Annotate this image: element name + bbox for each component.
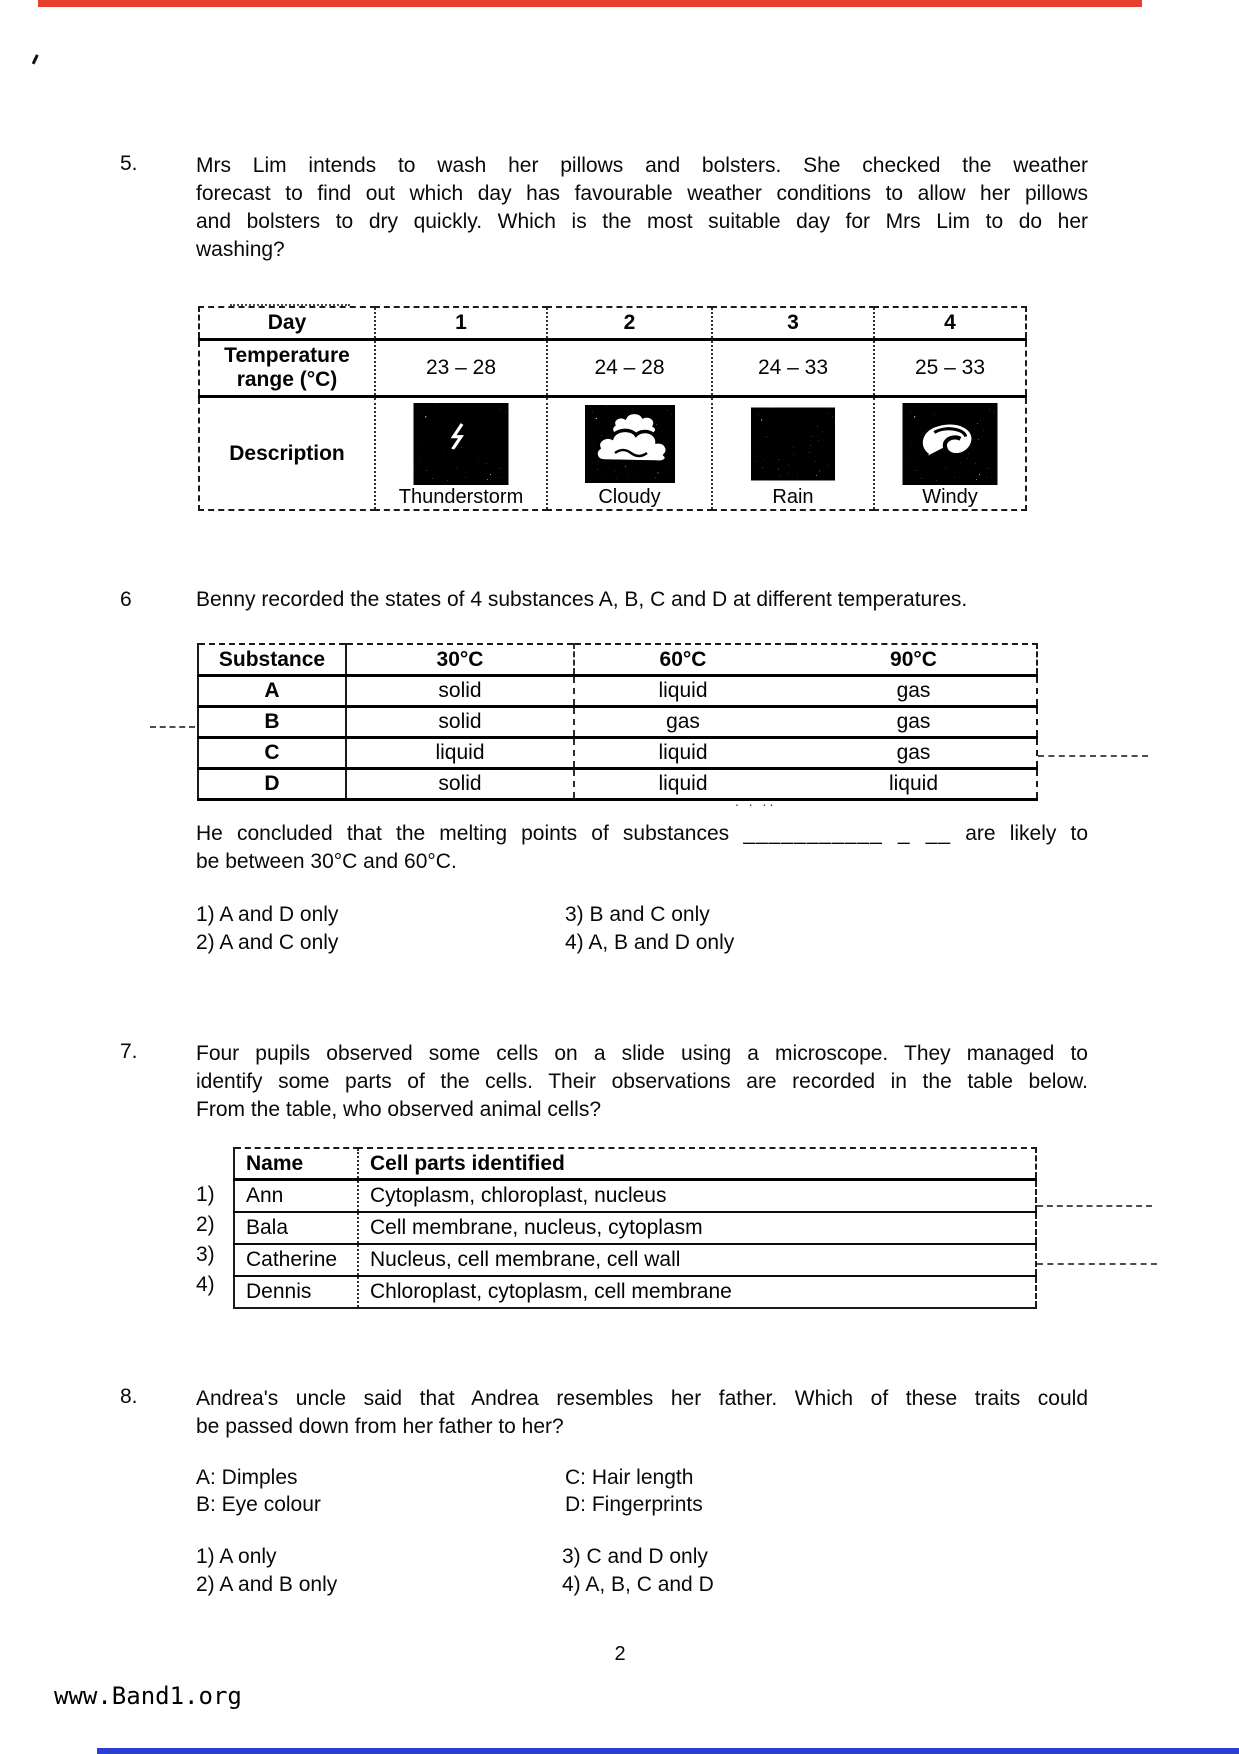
q6-conclusion: He concluded that the melting points of substances ___________ _ __ are likely to be between 30°C and 60°C.: [196, 822, 1089, 873]
weather-label: Rain: [772, 486, 814, 508]
q8-option-1: 1) A only: [196, 1545, 277, 1568]
footer-url: www.Band1.org: [54, 1682, 242, 1710]
q5-text: Mrs Lim intends to wash her pillows and bolsters. She checked the weather forecast to find out which day has favourable weather conditions to allow her pillows and bolsters to dry quickly. Which is the most suitable day for Mrs Lim to do her washing?: [196, 154, 1088, 261]
thunderstorm-icon: [413, 403, 509, 485]
temp-range-2: 24 – 28: [547, 340, 712, 397]
weather-cell: [874, 397, 1026, 511]
cell-observations-table: [233, 1147, 1037, 1309]
q8-trait-c: C: Hair length: [565, 1466, 694, 1489]
q8-option-3: 3) C and D only: [562, 1545, 708, 1568]
table-row: D solid liquid liquid: [198, 769, 1037, 800]
q8-trait-d: D: Fingerprints: [565, 1493, 703, 1516]
cell-parts-header: Cell parts identified: [358, 1148, 1036, 1180]
scan-dash-artifact: [1037, 1205, 1152, 1207]
day-1: 1: [375, 307, 547, 340]
q6-option-4: 4) A, B and D only: [565, 931, 735, 954]
q8-option-2: 2) A and B only: [196, 1573, 338, 1596]
scan-edge-bar-top: [38, 0, 1142, 7]
q7-number: 7.: [120, 1040, 138, 1063]
table-row: Catherine Nucleus, cell membrane, cell wall: [234, 1244, 1036, 1276]
q8-trait-b: B: Eye colour: [196, 1493, 321, 1516]
table-row: Dennis Chloroplast, cytoplasm, cell membrane: [234, 1276, 1036, 1308]
table-header-row: [234, 1148, 1036, 1180]
q5-number: 5.: [120, 152, 138, 175]
description-header: Description: [229, 441, 345, 465]
q6-text: Benny recorded the states of 4 substances A, B, C and D at different temperatures.: [196, 588, 968, 611]
scan-dash-artifact: [1038, 755, 1148, 757]
weather-forecast-table: [198, 306, 1027, 511]
weather-cell: [712, 397, 874, 511]
weather-label: Thunderstorm: [398, 486, 524, 508]
weather-cell: [375, 397, 547, 511]
scan-dash-artifact: [150, 726, 195, 728]
temp-90-header: 90°C: [791, 644, 1037, 676]
substance-states-table: [197, 643, 1038, 801]
q7-row-number-4: 4): [196, 1273, 215, 1296]
q7-row-number-3: 3): [196, 1243, 215, 1266]
table-row: [199, 340, 1026, 397]
weather-cell: [547, 397, 712, 511]
day-3: 3: [712, 307, 874, 340]
page-number: 2: [614, 1643, 626, 1665]
temp-60-header: 60°C: [574, 644, 791, 676]
q8-trait-a: A: Dimples: [196, 1466, 298, 1489]
temp-range-3: 24 – 33: [712, 340, 874, 397]
q7-row-number-1: 1): [196, 1183, 215, 1206]
table-row: A solid liquid gas: [198, 676, 1037, 707]
cloudy-icon: [585, 403, 675, 485]
q6-option-2: 2) A and C only: [196, 931, 339, 954]
q8-text: Andrea's uncle said that Andrea resembles her father. Which of these traits could be passed down from her father to her?: [196, 1387, 1088, 1438]
table-row: B solid gas gas: [198, 707, 1037, 738]
day-4: 4: [874, 307, 1026, 340]
windy-icon: [902, 403, 998, 485]
substance-header: Substance: [198, 644, 346, 676]
name-header: Name: [234, 1148, 358, 1180]
temperature-header: Temperature range (°C): [199, 340, 375, 397]
weather-label: Windy: [922, 486, 978, 508]
q6-option-3: 3) B and C only: [565, 903, 710, 926]
day-2: 2: [547, 307, 712, 340]
scan-dash-artifact: [1037, 1263, 1157, 1265]
table-row: C liquid liquid gas: [198, 738, 1037, 769]
table-header-row: [198, 644, 1037, 676]
day-header: Day: [199, 307, 375, 340]
table-row: [199, 307, 1026, 340]
q6-number: 6: [120, 588, 132, 611]
answer-blank: ___________ _ __: [743, 822, 952, 845]
q8-number: 8.: [120, 1385, 138, 1408]
q6-option-1: 1) A and D only: [196, 903, 339, 926]
weather-label: Cloudy: [598, 486, 661, 508]
temp-range-1: 23 – 28: [375, 340, 547, 397]
scan-dots-artifact: . . ..: [735, 793, 777, 809]
rain-icon: [751, 403, 835, 485]
q7-text: Four pupils observed some cells on a slide using a microscope. They managed to identify some parts of the cells. Their observations are recorded in the table below. From the table, who observed animal cells?: [196, 1042, 1088, 1121]
scan-edge-bar-bottom: [97, 1748, 1239, 1754]
table-row: Bala Cell membrane, nucleus, cytoplasm: [234, 1212, 1036, 1244]
scan-speck-mark: [32, 54, 38, 64]
temp-range-4: 25 – 33: [874, 340, 1026, 397]
q8-option-4: 4) A, B, C and D: [562, 1573, 714, 1596]
temp-30-header: 30°C: [346, 644, 574, 676]
q7-row-number-2: 2): [196, 1213, 215, 1236]
table-row: Ann Cytoplasm, chloroplast, nucleus: [234, 1180, 1036, 1213]
table-row: [199, 397, 1026, 511]
